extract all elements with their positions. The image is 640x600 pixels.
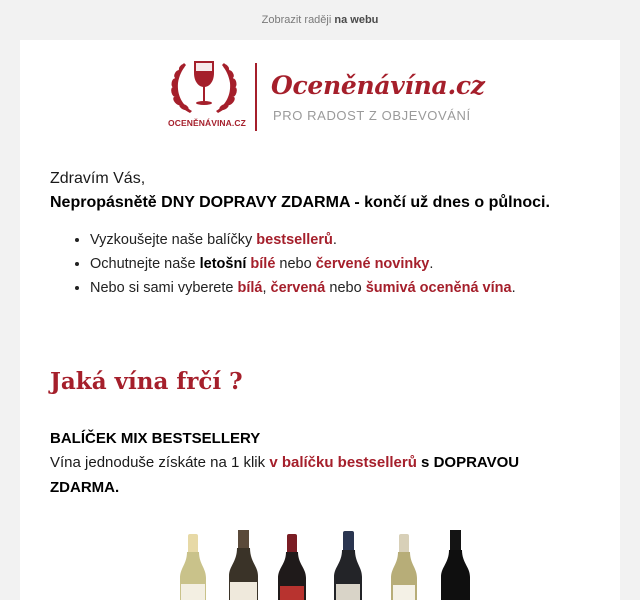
offer-list — [50, 228, 590, 300]
view-in-browser-bar — [0, 0, 640, 40]
logo[interactable] — [168, 57, 485, 137]
headline: Nepropásnětě DNY DOPRAVY ZDARMA - končí už dnes o půlnoci. — [50, 194, 550, 211]
intro-section — [50, 167, 590, 300]
view-in-browser-link[interactable]: na webu — [334, 14, 379, 26]
wine-glass-laurel-icon — [168, 57, 246, 137]
list-text: . — [511, 280, 516, 296]
list-item — [90, 228, 590, 252]
bestsellers-link[interactable]: bestsellerů — [256, 232, 333, 248]
red-link[interactable]: červená — [270, 280, 326, 296]
list-emphasis: letošní — [199, 256, 247, 272]
wine-bottles-image[interactable] — [170, 530, 470, 600]
logo-wordmark: Oceněnávína.cz — [271, 71, 485, 100]
bottle-icon — [180, 534, 206, 600]
list-text: . — [332, 232, 337, 248]
list-text: . — [429, 256, 434, 272]
list-text: Nebo si sami vyberete — [90, 280, 238, 296]
product-desc-text: Vína jednoduše získáte na 1 klik — [50, 454, 270, 471]
greeting: Zdravím Vás, — [50, 170, 146, 187]
bestsellers-bundle-link[interactable]: v balíčku bestsellerů — [269, 454, 417, 471]
email-card — [20, 40, 620, 600]
section-title: Jaká vína frčí ? — [50, 368, 243, 395]
bottle-icon — [391, 534, 417, 600]
view-in-browser-prefix: Zobrazit raději — [261, 14, 332, 26]
list-text: , — [262, 280, 271, 296]
white-wine-link[interactable]: bílé — [250, 256, 276, 272]
logo-divider — [255, 63, 257, 131]
logo-tagline: PRO RADOST Z OBJEVOVÁNÍ — [273, 108, 471, 123]
sparkling-link[interactable]: šumivá oceněná vína — [365, 280, 512, 296]
list-text: nebo — [275, 256, 316, 272]
white-link[interactable]: bílá — [237, 280, 263, 296]
list-item — [90, 276, 590, 300]
red-novelties-link[interactable]: červené novinky — [315, 256, 430, 272]
bottle-icon — [334, 531, 362, 600]
product-description — [50, 450, 590, 500]
product-title: BALÍČEK MIX BESTSELLERY — [50, 430, 261, 447]
bottle-icon — [278, 534, 306, 600]
list-text: Vyzkoušejte naše balíčky — [90, 232, 257, 248]
list-item — [90, 252, 590, 276]
list-text: nebo — [325, 280, 366, 296]
product-desc-text: s DOPRAVOU ZDARMA. — [50, 454, 520, 496]
logo-emblem-text: OCENĚNÁVINA.CZ — [168, 118, 246, 128]
product-block — [50, 428, 590, 500]
bottle-icon — [441, 530, 470, 600]
bottle-icon — [229, 530, 258, 600]
list-text: Ochutnejte naše — [90, 256, 200, 272]
